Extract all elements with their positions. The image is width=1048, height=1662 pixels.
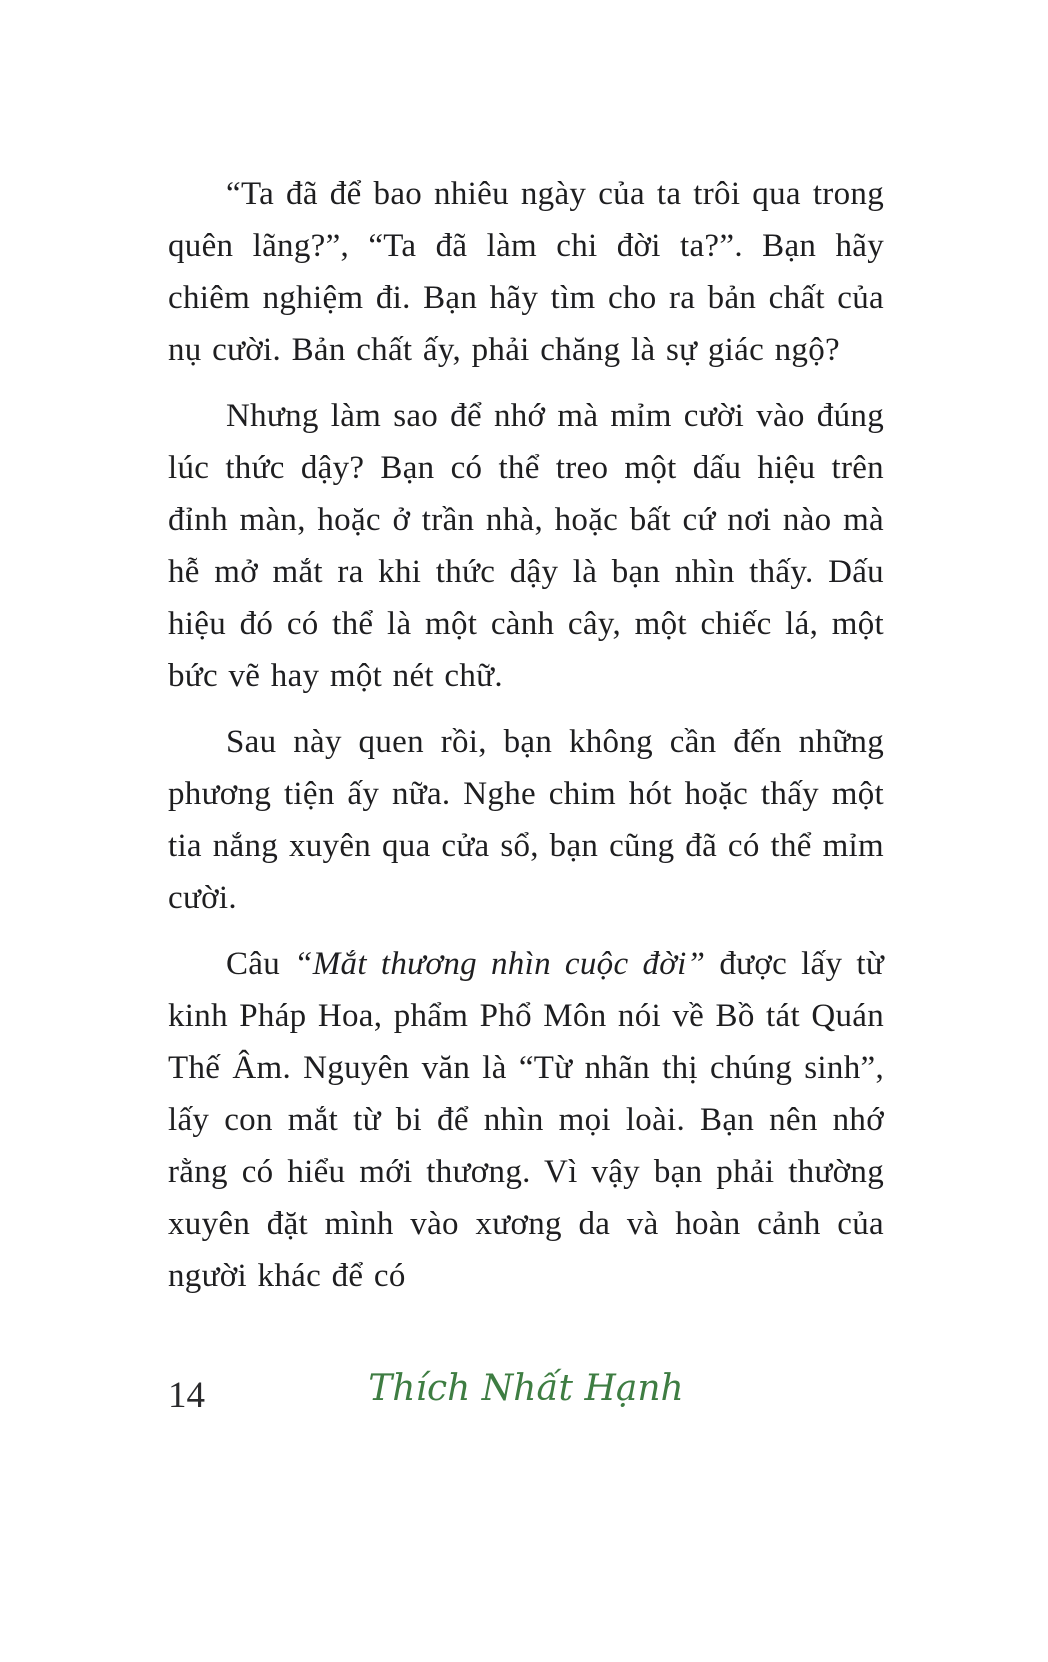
- body-text: [168, 168, 884, 1316]
- paragraph-1: “Ta đã để bao nhiêu ngày của ta trôi qua trong quên lãng?”, “Ta đã làm chi đời ta?”. Bạn hãy chiêm nghiệm đi. Bạn hãy tìm cho ra bản chất của nụ cười. Bản chất ấy, phải chăng là sự giác ngộ?: [168, 176, 884, 368]
- page-footer: [168, 1368, 884, 1428]
- paragraph-3: Sau này quen rồi, bạn không cần đến những phương tiện ấy nữa. Nghe chim hót hoặc thấy một tia nắng xuyên qua cửa sổ, bạn cũng đã có thể mỉm cười.: [168, 724, 884, 916]
- footer-author-name: Thích Nhất Hạnh: [368, 1368, 684, 1409]
- paragraph-4-quote-italic: “Mắt thương nhìn cuộc đời”: [294, 946, 706, 982]
- paragraph-4-rest: được lấy từ kinh Pháp Hoa, phẩm Phổ Môn nói về Bồ tát Quán Thế Âm. Nguyên văn là “Từ nhãn thị chúng sinh”, lấy con mắt từ bi để nhìn mọi loài. Bạn nên nhớ rằng có hiểu mới thương. Vì vậy bạn phải thường xuyên đặt mình vào xương da và hoàn cảnh của người khác để có: [168, 946, 884, 1294]
- paragraph-4: [168, 938, 884, 1302]
- paragraph-4-prefix: Câu: [226, 946, 295, 982]
- page-number: 14: [168, 1375, 205, 1416]
- paragraph-2: Nhưng làm sao để nhớ mà mỉm cười vào đúng lúc thức dậy? Bạn có thể treo một dấu hiệu trên đỉnh màn, hoặc ở trần nhà, hoặc bất cứ nơi nào mà hễ mở mắt ra khi thức dậy là bạn nhìn thấy. Dấu hiệu đó có thể là một cành cây, một chiếc lá, một bức vẽ hay một nét chữ.: [168, 398, 884, 694]
